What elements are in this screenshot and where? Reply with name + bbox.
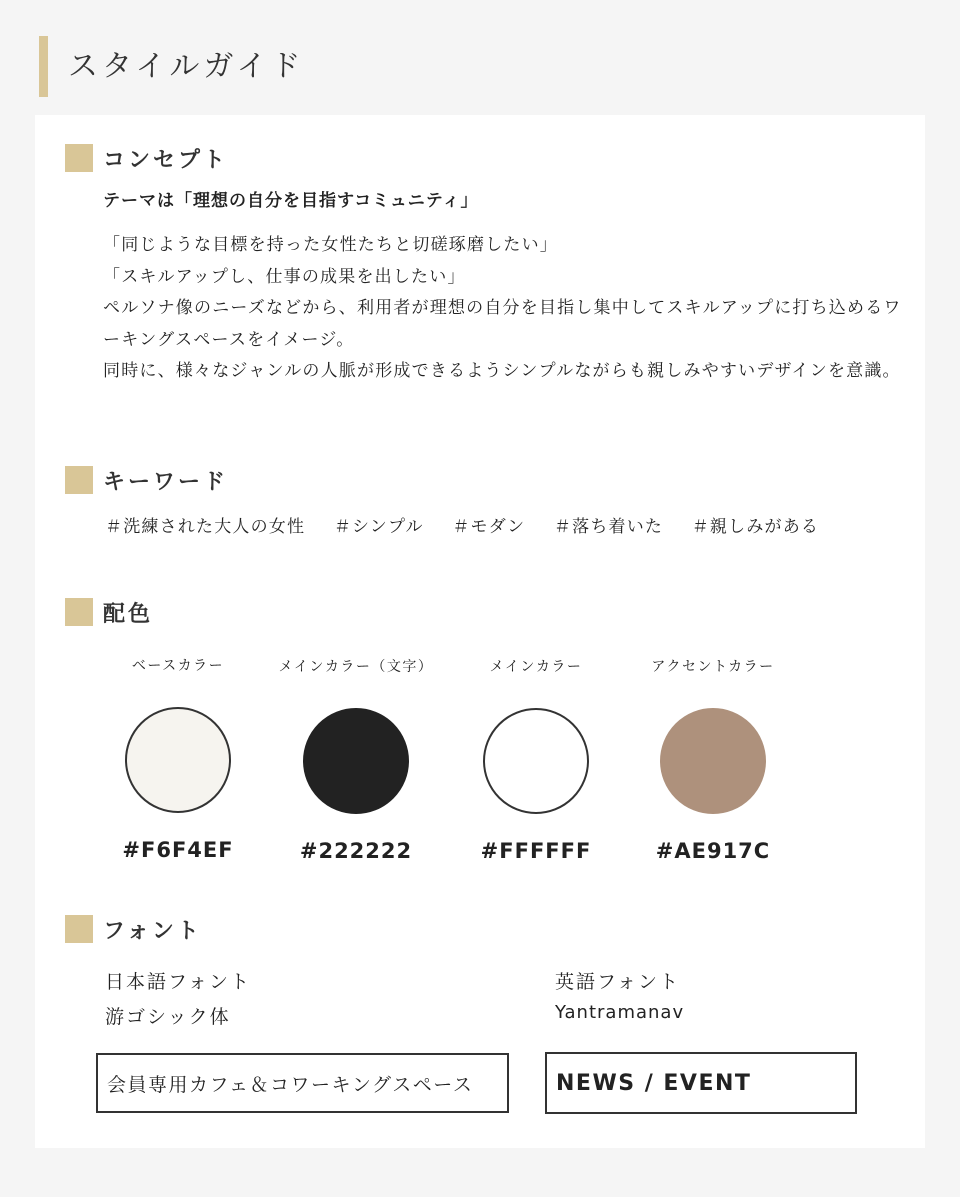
fonts-heading: フォント [103, 918, 202, 944]
section-marker-icon [65, 466, 93, 494]
concept-line: 「同じような目標を持った女性たちと切磋琢磨したい」 [103, 235, 558, 255]
english-font-label: 英語フォント [555, 971, 681, 993]
keyword-tag: ＃親しみがある [691, 517, 820, 537]
section-marker-icon [65, 598, 93, 626]
swatch-label: メインカラー（文字） [278, 659, 434, 675]
concept-section-header [65, 144, 228, 172]
swatch-circle [125, 707, 231, 813]
concept-line: 「スキルアップし、仕事の成果を出したい」 [103, 266, 466, 287]
english-font-name: Yantramanav [555, 1002, 685, 1023]
colors-heading: 配色 [103, 601, 154, 627]
swatch-circle [660, 708, 766, 814]
japanese-font-name: 游ゴシック体 [105, 1006, 231, 1028]
swatch-hex: #FFFFFF [480, 839, 592, 863]
keyword-tag: ＃落ち着いた [553, 517, 664, 537]
keyword-tag: ＃洗練された大人の女性 [105, 517, 306, 537]
colors-section-header [65, 598, 153, 626]
keywords-section-header [65, 466, 228, 494]
keyword-tag: ＃モダン [452, 517, 526, 537]
fonts-section-header [65, 915, 202, 943]
concept-body [103, 230, 903, 388]
english-font-sample [545, 1052, 857, 1114]
color-swatch-main [446, 657, 626, 863]
japanese-font-label: 日本語フォント [105, 971, 252, 993]
japanese-sample-text: 会員専用カフェ＆コワーキングスペース [107, 1073, 474, 1096]
swatch-label: アクセントカラー [651, 659, 775, 675]
style-guide-card [35, 115, 925, 1148]
keyword-tag: ＃シンプル [333, 517, 424, 537]
swatch-circle [483, 708, 589, 814]
page-title: スタイルガイド [39, 36, 305, 97]
concept-heading: コンセプト [103, 147, 229, 173]
swatch-hex: #AE917C [655, 839, 771, 863]
color-swatch-main-text [266, 657, 446, 863]
color-swatch-base [88, 656, 268, 862]
concept-line: 同時に、様々なジャンルの人脈が形成できるようシンプルながらも親しみやすいデザインを意識。 [103, 361, 901, 381]
section-marker-icon [65, 915, 93, 943]
concept-line: ペルソナ像のニーズなどから、利用者が理想の自分を目指し集中してスキルアップに打ち込めるワーキングスペースをイメージ。 [103, 298, 902, 350]
concept-theme: テーマは「理想の自分を目指すコミュニティ」 [103, 191, 479, 211]
section-marker-icon [65, 144, 93, 172]
japanese-font-sample [96, 1053, 509, 1113]
color-swatch-accent [623, 657, 803, 863]
keyword-list [105, 512, 841, 537]
english-sample-text: NEWS / EVENT [556, 1070, 752, 1096]
swatch-hex: #F6F4EF [122, 838, 234, 862]
swatch-hex: #222222 [299, 839, 413, 863]
swatch-circle [303, 708, 409, 814]
keywords-heading: キーワード [103, 469, 229, 495]
swatch-label: メインカラー [489, 659, 583, 675]
swatch-label: ベースカラー [131, 658, 225, 674]
